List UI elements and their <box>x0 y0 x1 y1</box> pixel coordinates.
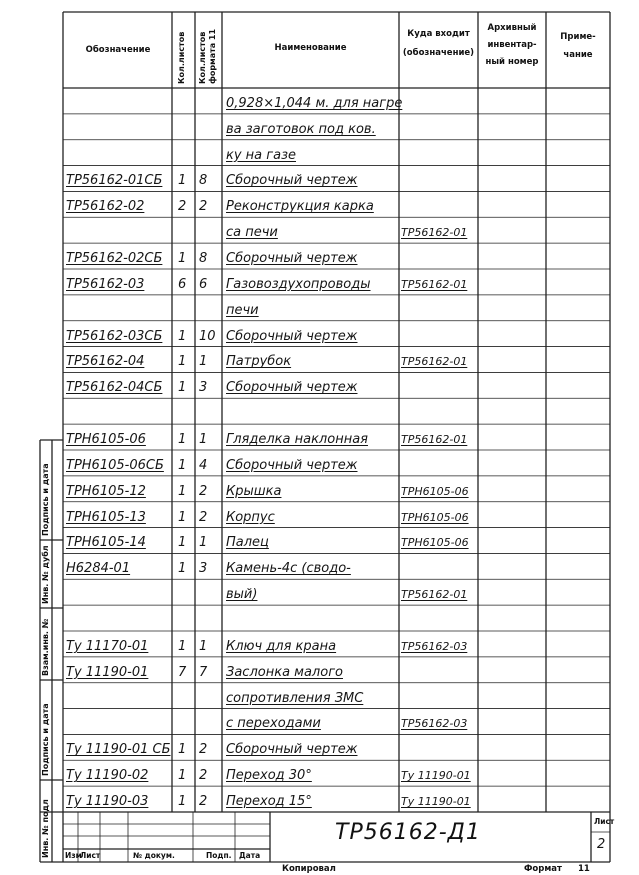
cell-name: Сборочный чертеж <box>226 173 358 189</box>
cell-n1: 1 <box>178 535 187 551</box>
cell-code: ТР56162-03 <box>66 276 145 292</box>
cell-where: ТРН6105-06 <box>401 510 469 524</box>
header-arkhivny-nomer <box>478 20 546 71</box>
cell-where: ТРН6105-06 <box>401 484 469 498</box>
cell-n1: 1 <box>178 380 187 396</box>
cell-name: Корпус <box>226 509 275 525</box>
cell-n1: 1 <box>178 561 187 577</box>
cell-name: ва заготовок под ков. <box>226 121 376 137</box>
cell-where: ТР56162-01 <box>401 433 468 446</box>
document-code: ТР56162-Д1 <box>335 820 481 845</box>
cell-name: Переход 15° <box>226 794 312 809</box>
footer-format-value: 11 <box>578 864 590 874</box>
cell-code: ТРН6105-14 <box>66 535 146 551</box>
header-oboznachenie: Обозначение <box>85 45 151 55</box>
cell-name: Газовоздухопроводы <box>226 276 371 292</box>
cell-name: Палец <box>226 535 269 551</box>
stamp-list: Лист <box>80 851 101 860</box>
cell-name: Сборочный чертеж <box>226 380 358 396</box>
cell-code: ТРН6105-06СБ <box>66 457 164 473</box>
sidebar-vzam-inv: Взам.инв. № <box>41 618 50 676</box>
header-arkhiv-line1: Архивный <box>487 23 537 33</box>
cell-n1: 1 <box>178 768 187 784</box>
cell-name: Ключ для крана <box>226 638 337 654</box>
sidebar-podpis-data-2: Подпись и дата <box>41 463 50 536</box>
cell-name: ку на газе <box>226 147 296 163</box>
cell-where: ТР56162-01 <box>401 355 468 369</box>
cell-n2: 2 <box>199 509 208 525</box>
cell-name: Патрубок <box>226 354 292 370</box>
header-primechanie <box>546 28 610 64</box>
cell-code: ТРН6105-06 <box>66 432 146 447</box>
cell-n1: 1 <box>178 354 187 370</box>
cell-name: Камень-4с (сводо- <box>226 561 351 577</box>
cell-n2: 8 <box>199 251 208 266</box>
cell-n2: 2 <box>199 742 208 758</box>
footer-kopiroval: Копировал <box>282 864 336 874</box>
header-kuda-line1: Куда входит <box>407 29 470 39</box>
header-kuda-vkhodit <box>399 28 478 60</box>
cell-code: ТР56162-02СБ <box>66 251 163 266</box>
cell-code: Ту 11190-01 <box>66 664 149 680</box>
cell-n2: 1 <box>199 432 208 447</box>
cell-n2: 4 <box>199 457 208 473</box>
cell-where: Ту 11190-01 <box>401 769 471 783</box>
cell-n2: 2 <box>199 768 208 784</box>
cell-name: Сборочный чертеж <box>226 742 358 758</box>
cell-name: с переходами <box>226 716 321 732</box>
sidebar-inv-podl: Инв. № подл <box>41 799 50 858</box>
cell-n2: 2 <box>199 794 208 809</box>
cell-where: ТР56162-01 <box>401 277 468 291</box>
cell-n1: 1 <box>178 742 187 758</box>
cell-where: ТР56162-01 <box>401 588 468 602</box>
sidebar-inv-dubl: Инв. № дубл <box>41 545 50 604</box>
cell-name: вый) <box>226 587 258 603</box>
cell-n1: 1 <box>178 432 187 447</box>
stamp-podp: Подп. <box>206 851 232 860</box>
cell-n2: 8 <box>199 173 208 189</box>
footer-format-label: Формат <box>524 864 562 874</box>
cell-code: ТР56162-02 <box>66 199 145 215</box>
cell-code: ТР56162-01СБ <box>66 173 163 189</box>
cell-n2: 1 <box>199 354 208 370</box>
sidebar-podpis-data-1: Подпись и дата <box>41 703 50 776</box>
cell-n1: 1 <box>178 457 187 473</box>
cell-code: ТРН6105-12 <box>66 483 146 499</box>
stamp-n-dokum: № докум. <box>133 851 175 860</box>
cell-name: Реконструкция каркa <box>226 199 374 215</box>
cell-name: 0,928×1,044 м. для нагре <box>226 95 403 111</box>
header-primech-line1: Приме- <box>560 32 596 42</box>
cell-name: Переход 30° <box>226 768 312 784</box>
cell-where: ТР56162-03 <box>401 639 468 653</box>
cell-n1: 1 <box>178 638 187 654</box>
cell-n2: 10 <box>199 328 216 344</box>
cell-where: ТР56162-03 <box>401 717 468 731</box>
header-kol-listov: Кол.листов <box>177 31 186 84</box>
cell-n1: 1 <box>178 328 187 344</box>
cell-code: Ту 11170-01 <box>66 638 149 654</box>
cell-n1: 2 <box>178 199 187 215</box>
cell-n2: 3 <box>199 561 208 577</box>
cell-code: ТР56162-03СБ <box>66 328 163 344</box>
cell-n2: 1 <box>199 638 208 654</box>
cell-n2: 7 <box>199 664 208 680</box>
list-label: Лист <box>594 817 615 826</box>
cell-n1: 7 <box>178 664 187 680</box>
cell-code: Н6284-01 <box>66 561 131 577</box>
header-primech-line2: чание <box>563 50 593 60</box>
cell-name: Заслонка малого <box>226 664 343 680</box>
header-arkhiv-line2: инвентар- <box>487 40 537 50</box>
cell-n1: 1 <box>178 173 187 189</box>
cell-name: са печи <box>226 225 278 241</box>
cell-n1: 1 <box>178 794 187 809</box>
cell-n1: 1 <box>178 251 187 266</box>
cell-where: Ту 11190-01 <box>401 795 471 808</box>
cell-code: Ту 11190-02 <box>66 768 149 784</box>
cell-n2: 2 <box>199 483 208 499</box>
cell-n2: 3 <box>199 380 208 396</box>
cell-code: ТР56162-04 <box>66 354 145 370</box>
header-arkhiv-line3: ный номер <box>485 57 539 67</box>
cell-name: Сборочный чертеж <box>226 328 358 344</box>
cell-code: ТР56162-04СБ <box>66 380 163 396</box>
cell-name: Сборочный чертеж <box>226 457 358 473</box>
cell-n1: 6 <box>178 276 187 292</box>
header-kol-listov-format <box>198 14 218 84</box>
cell-name: Гляделка наклонная <box>226 432 368 447</box>
cell-n1: 1 <box>178 483 187 499</box>
cell-name: Сборочный чертеж <box>226 251 358 266</box>
header-naimenovanie: Наименование <box>274 43 347 53</box>
header-kol-listov-format-text: Кол.листов формата 11 <box>198 28 217 84</box>
header-kuda-line2: (обозначение) <box>402 48 475 58</box>
cell-n1: 1 <box>178 509 187 525</box>
cell-code: ТРН6105-13 <box>66 509 146 525</box>
list-number: 2 <box>597 837 606 852</box>
stamp-izm: Изм <box>65 851 82 860</box>
cell-n2: 2 <box>199 199 208 215</box>
cell-name: сопротивления ЗМС <box>226 690 364 706</box>
cell-code: Ту 11190-03 <box>66 794 149 809</box>
cell-name: печи <box>226 302 259 318</box>
cell-where: ТРН6105-06 <box>401 536 469 550</box>
cell-n2: 6 <box>199 276 208 292</box>
cell-where: ТР56162-01 <box>401 226 468 240</box>
cell-name: Крышка <box>226 483 282 499</box>
cell-code: Ту 11190-01 СБ <box>66 742 171 758</box>
stamp-data: Дата <box>239 851 261 860</box>
cell-n2: 1 <box>199 535 208 551</box>
